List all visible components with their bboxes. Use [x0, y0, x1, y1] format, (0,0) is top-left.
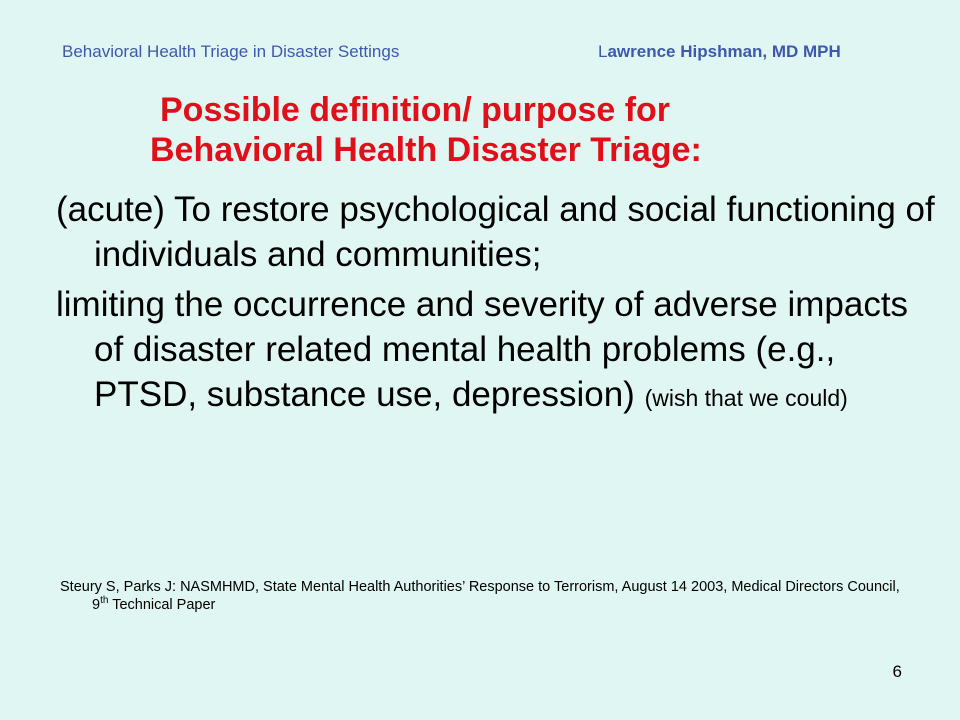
slide-title	[120, 90, 860, 170]
reference-text-before: Steury S, Parks J: NASMHMD, State Mental Health Authorities’ Response to Terrorism, August 14 2003, Medical Directors Council, 9	[60, 579, 900, 613]
header-author-rest: awrence Hipshman, MD MPH	[607, 42, 841, 61]
header-author	[598, 42, 841, 62]
header-left-title: Behavioral Health Triage in Disaster Settings	[62, 42, 400, 61]
body-paragraph-2-aside: (wish that we could)	[644, 385, 848, 411]
slide-title-line1: Possible definition/ purpose for	[160, 91, 671, 129]
header-author-initial: L	[598, 42, 608, 61]
slide-body	[56, 187, 936, 426]
reference-citation	[60, 578, 920, 614]
body-paragraph-2	[56, 282, 936, 421]
body-paragraph-2-main: limiting the occurrence and severity of adverse impacts of disaster related mental health problems (e.g., PTSD, substance use, depression)	[56, 285, 909, 414]
body-paragraph-1: (acute) To restore psychological and social functioning of individuals and communities;	[56, 190, 935, 274]
page-number: 6	[892, 662, 902, 681]
slide-title-line2: Behavioral Health Disaster Triage:	[150, 131, 702, 169]
reference-superscript: th	[100, 595, 109, 607]
reference-text-after: Technical Paper	[108, 597, 216, 613]
